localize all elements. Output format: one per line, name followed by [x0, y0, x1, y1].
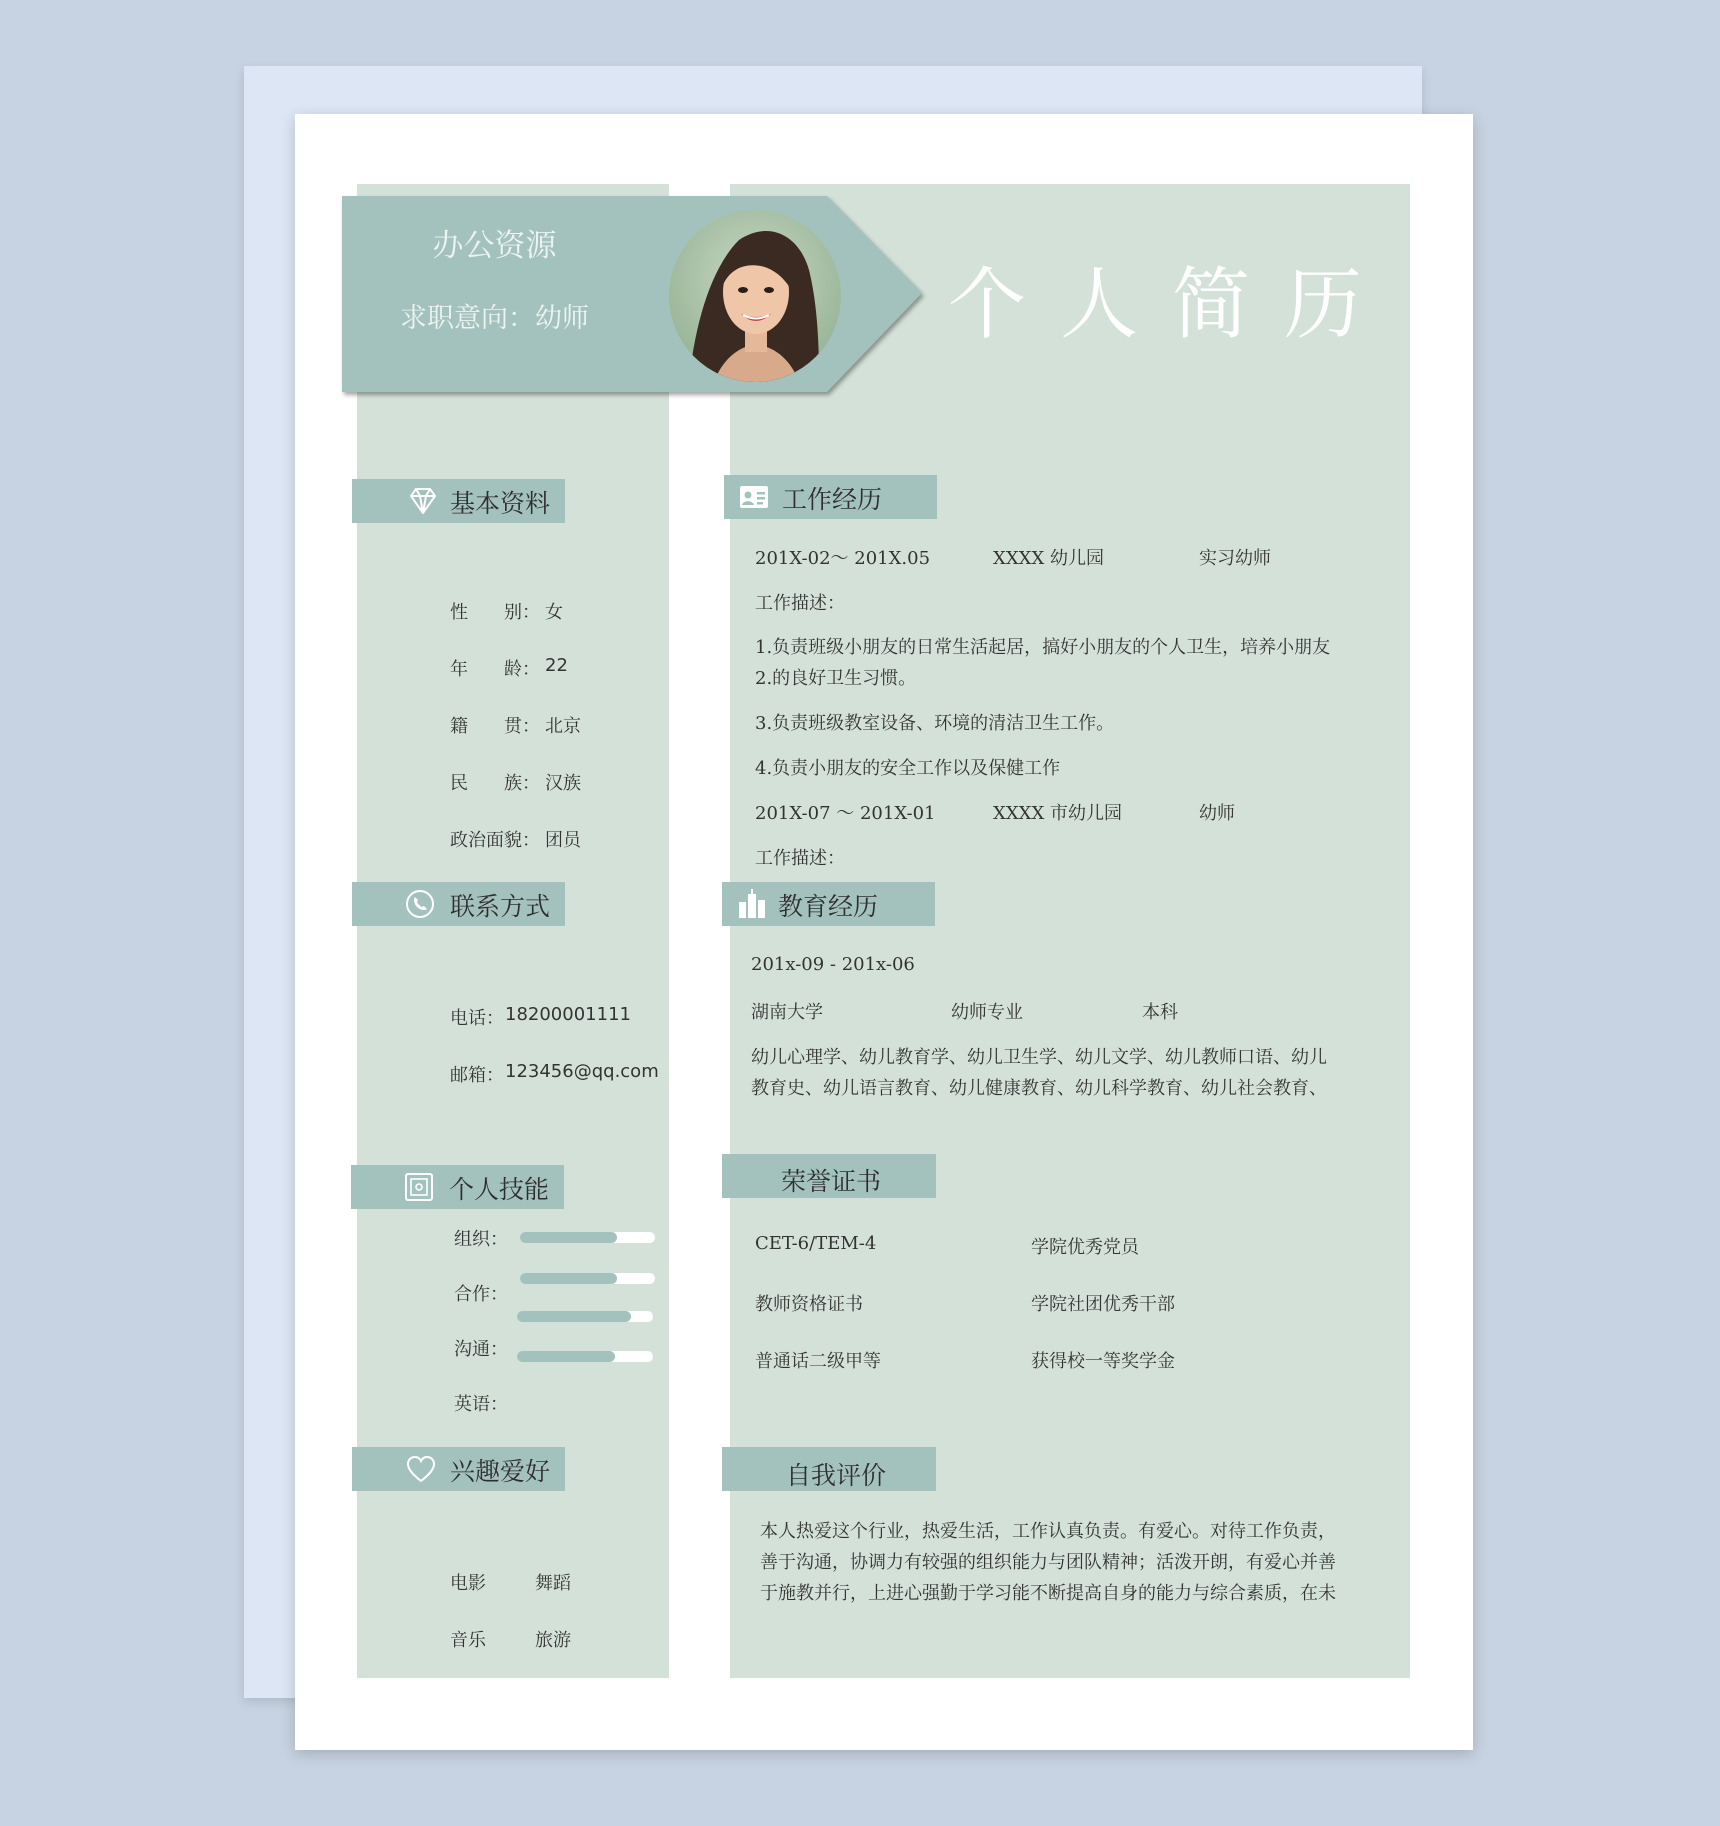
self-eval-line-1: 本人热爱这个行业，热爱生活，工作认真负责。有爱心。对待工作负责，	[760, 1521, 1336, 1542]
candidate-name: 办公资源	[432, 228, 557, 264]
skill-bar-fill	[517, 1351, 615, 1362]
education-courses-line-1: 幼儿心理学、幼儿教育学、幼儿卫生学、幼儿文学、幼儿教师口语、幼儿	[751, 1047, 1327, 1068]
job2-desc-label: 工作描述：	[755, 848, 845, 869]
skill-label-communication: 沟通：	[454, 1339, 508, 1360]
skill-bar-fill	[520, 1273, 617, 1284]
skill-label-english: 英语：	[454, 1394, 508, 1415]
hobby-music: 音乐	[450, 1630, 486, 1651]
skill-bar-organization	[520, 1232, 655, 1243]
hobby-movie: 电影	[450, 1573, 486, 1594]
section-title-basic-info: 基本资料	[450, 489, 551, 518]
honor-item: 普通话二级甲等	[755, 1351, 881, 1372]
phone-icon	[404, 888, 436, 920]
job1-period: 201X-02～ 201X.05	[755, 548, 931, 569]
section-title-self-eval: 自我评价	[786, 1461, 887, 1490]
section-tag-work	[724, 475, 937, 519]
skill-label-organization: 组织：	[454, 1229, 508, 1250]
email-value: 123456@qq.com	[505, 1061, 659, 1082]
job1-org: XXXX 幼儿园	[993, 548, 1104, 569]
age-label: 年 龄：	[450, 659, 540, 680]
skill-bar-communication	[517, 1311, 653, 1322]
section-tag-hobbies	[352, 1447, 565, 1491]
resume-title: 个人简历	[948, 260, 1397, 350]
job1-duty-3: 3.负责班级教室设备、环境的清洁卫生工作。	[755, 713, 1115, 734]
ethnicity-label: 民 族：	[450, 773, 540, 794]
honor-item: 教师资格证书	[755, 1294, 863, 1315]
education-degree: 本科	[1142, 1002, 1178, 1023]
honor-item: CET-6/TEM-4	[755, 1233, 877, 1254]
job-intent: 求职意向：幼师	[400, 303, 589, 334]
job1-desc-label: 工作描述：	[755, 593, 845, 614]
section-title-skills: 个人技能	[449, 1175, 550, 1204]
gender-value: 女	[545, 602, 563, 623]
honor-item: 获得校一等奖学金	[1031, 1351, 1175, 1372]
origin-value: 北京	[545, 716, 581, 737]
skill-bar-english	[517, 1351, 653, 1362]
honor-item: 学院优秀党员	[1031, 1237, 1139, 1258]
section-tag-skills	[351, 1165, 564, 1209]
education-courses-line-2: 教育史、幼儿语言教育、幼儿健康教育、幼儿科学教育、幼儿社会教育、	[751, 1078, 1327, 1099]
political-value: 团员	[545, 830, 581, 851]
section-tag-education	[722, 882, 935, 926]
ethnicity-value: 汉族	[545, 773, 581, 794]
section-title-hobbies: 兴趣爱好	[450, 1457, 551, 1486]
job1-duty-2: 2.的良好卫生习惯。	[755, 668, 917, 689]
hobby-dance: 舞蹈	[535, 1573, 571, 1594]
skill-bar-fill	[520, 1232, 617, 1243]
section-title-education: 教育经历	[778, 892, 879, 921]
id-card-icon	[738, 481, 770, 513]
section-title-honors: 荣誉证书	[781, 1167, 882, 1196]
self-eval-line-3: 于施教并行，上进心强勤于学习能不断提高自身的能力与综合素质，在未	[760, 1583, 1336, 1604]
honor-item: 学院社团优秀干部	[1031, 1294, 1175, 1315]
avatar	[669, 210, 841, 382]
job2-org: XXXX 市幼儿园	[993, 803, 1122, 824]
origin-label: 籍 贯：	[450, 716, 540, 737]
section-tag-contact	[352, 882, 565, 926]
skill-bar-cooperation	[520, 1273, 655, 1284]
age-value: 22	[545, 655, 568, 676]
email-label: 邮箱：	[450, 1065, 504, 1086]
job1-duty-4: 4.负责小朋友的安全工作以及保健工作	[755, 758, 1061, 779]
job2-period: 201X-07 ～ 201X-01	[755, 803, 936, 824]
phone-label: 电话：	[450, 1008, 504, 1029]
section-tag-basic-info	[352, 479, 565, 523]
gender-label: 性 别：	[450, 602, 540, 623]
job1-duty-1: 1.负责班级小朋友的日常生活起居，搞好小朋友的个人卫生，培养小朋友	[755, 637, 1331, 658]
section-title-work: 工作经历	[782, 485, 883, 514]
building-icon	[736, 888, 768, 920]
safe-box-icon	[403, 1171, 435, 1203]
political-label: 政治面貌：	[450, 830, 540, 851]
hobby-travel: 旅游	[535, 1630, 571, 1651]
section-tag-self-eval	[722, 1447, 936, 1491]
phone-value: 18200001111	[505, 1004, 631, 1025]
education-major: 幼师专业	[951, 1002, 1023, 1023]
section-title-contact: 联系方式	[450, 892, 551, 921]
job1-role: 实习幼师	[1199, 548, 1271, 569]
skill-bar-fill	[517, 1311, 631, 1322]
education-school: 湖南大学	[751, 1002, 823, 1023]
job2-role: 幼师	[1199, 803, 1235, 824]
heart-icon	[405, 1453, 437, 1485]
section-tag-honors	[722, 1154, 936, 1198]
education-period: 201x-09 - 201x-06	[751, 954, 915, 975]
skill-label-cooperation: 合作：	[454, 1284, 508, 1305]
self-eval-line-2: 善于沟通，协调力有较强的组织能力与团队精神；活泼开朗，有爱心并善	[760, 1552, 1336, 1573]
diamond-icon	[407, 485, 439, 517]
